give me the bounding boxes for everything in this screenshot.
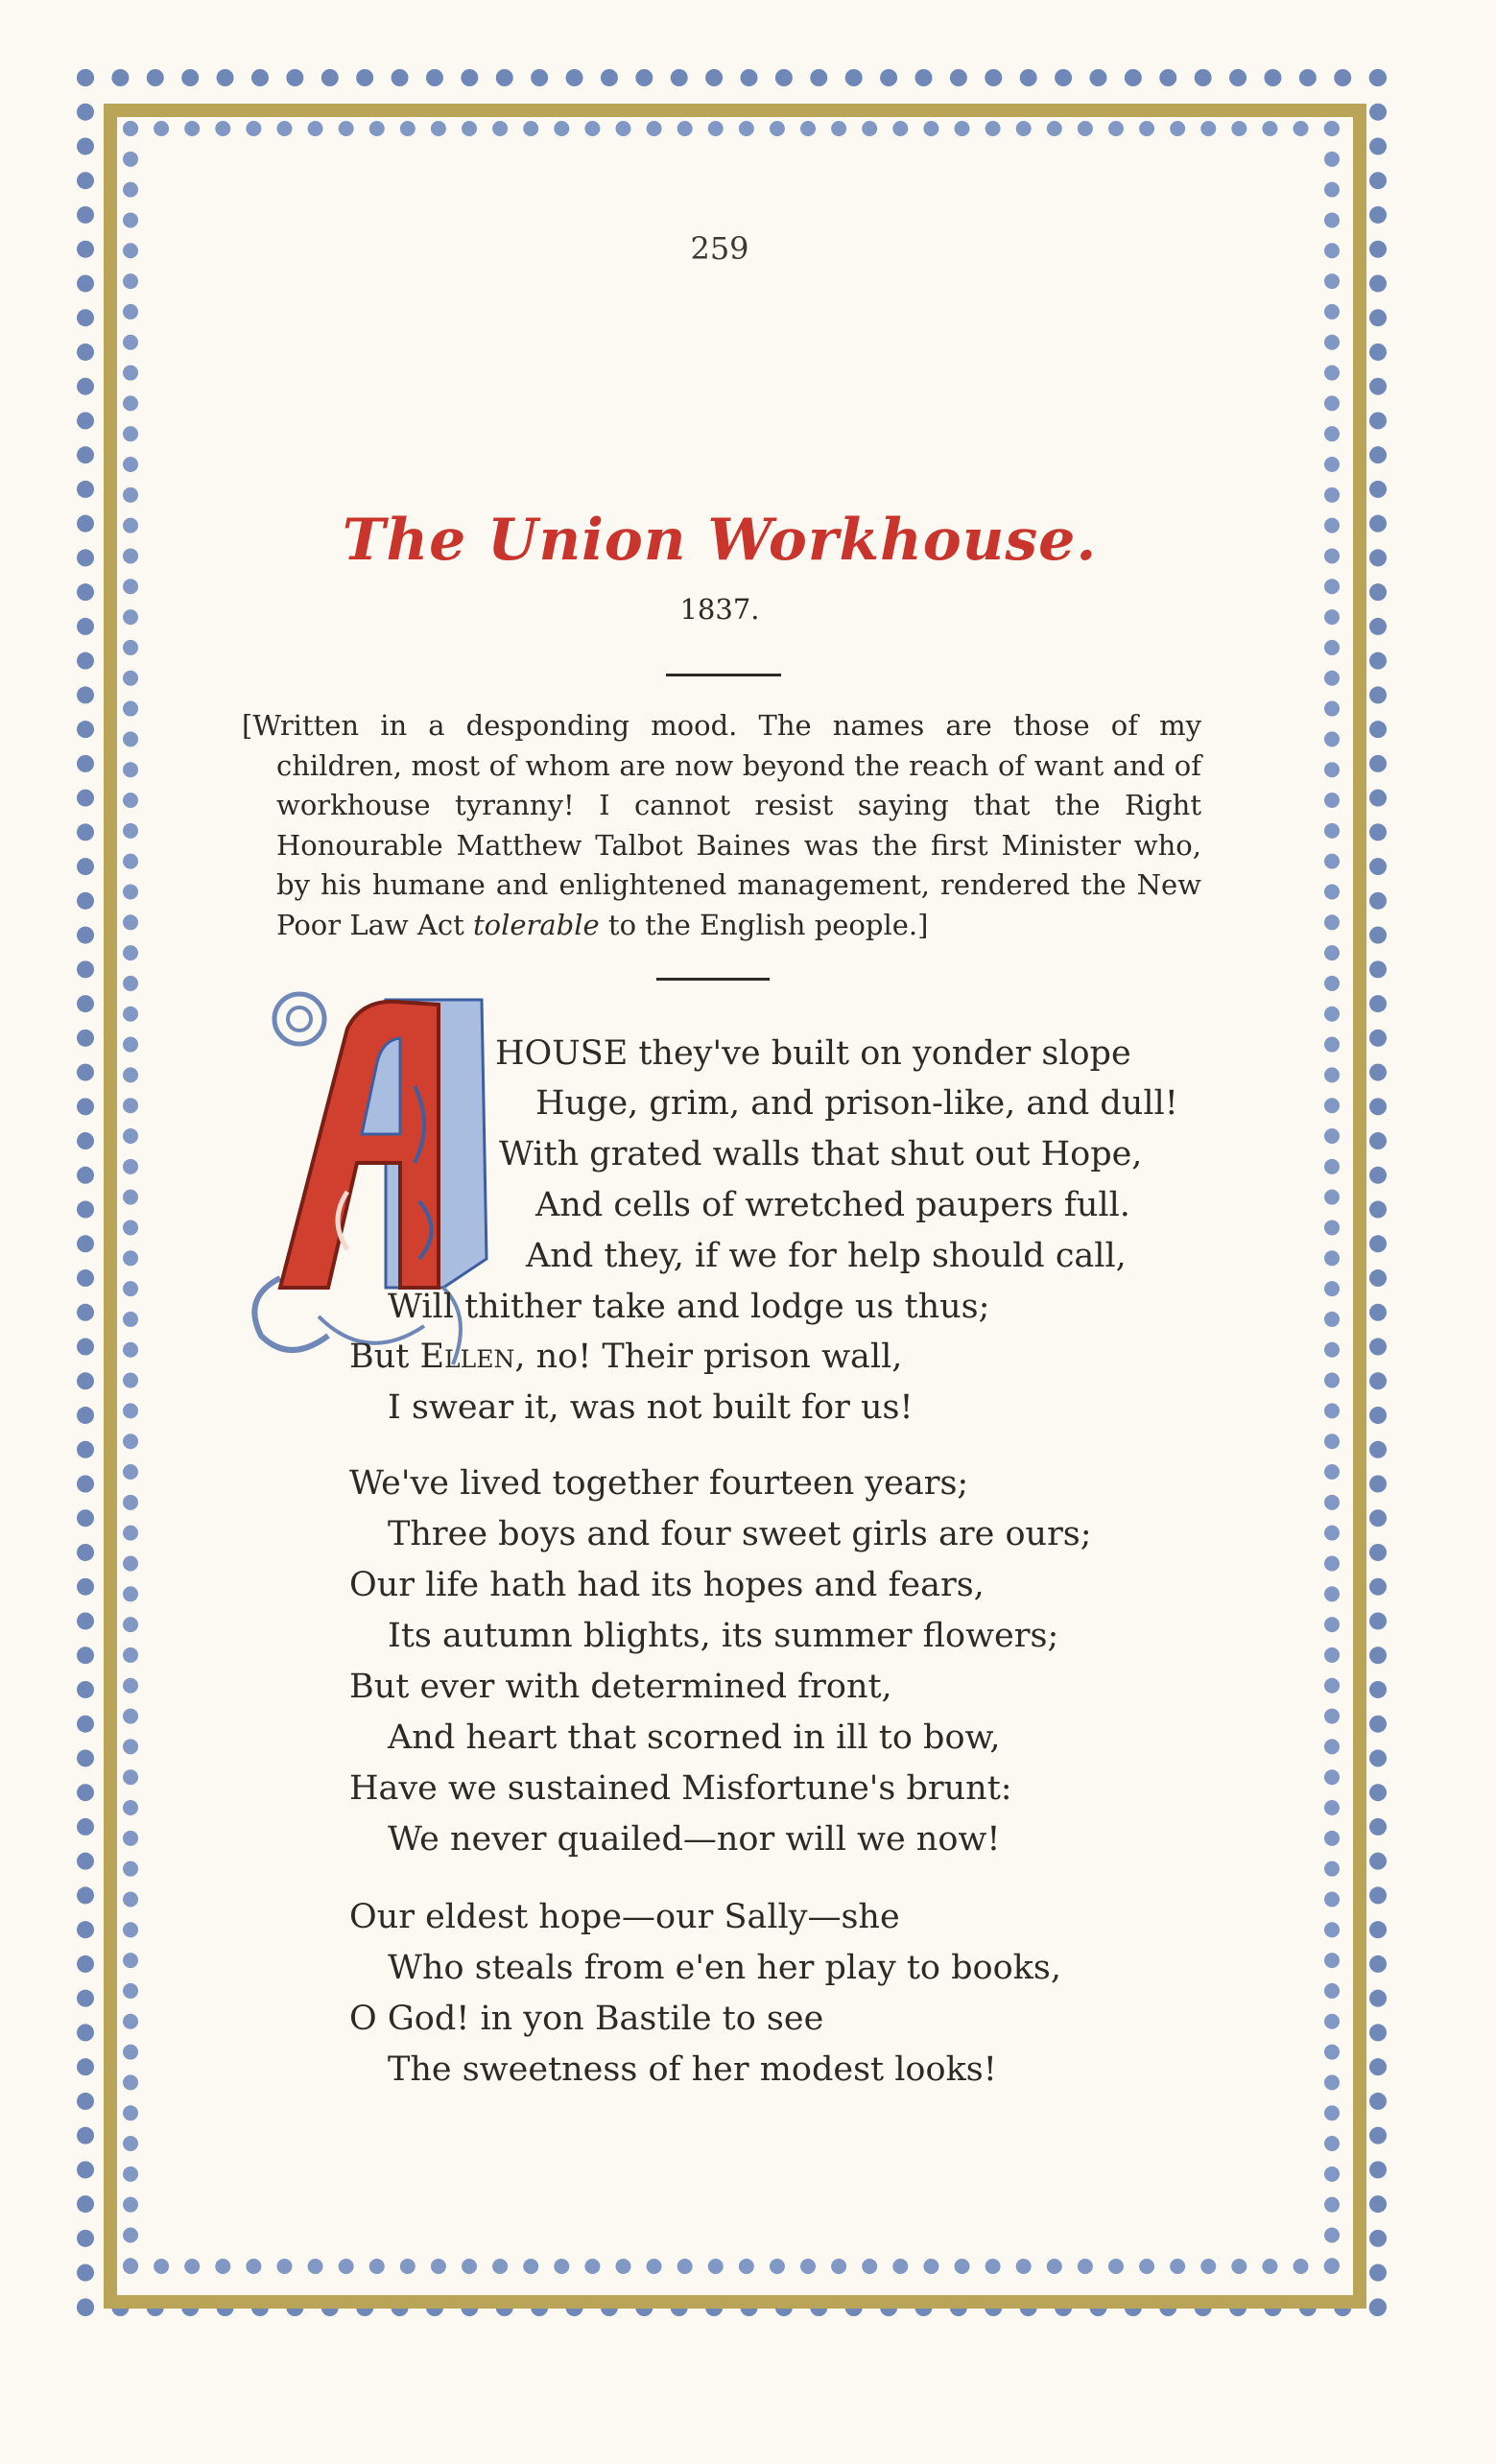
poem-line: And heart that scorned in ill to bow, [388,1718,1001,1757]
page-number: 259 [690,230,749,267]
poem-line: Who steals from e'en her play to books, [388,1949,1061,1987]
poem-line: Our eldest hope—our Sally—she [349,1898,900,1936]
poem-line: Will thither take and lodge us thus; [388,1288,990,1326]
divider-rule [666,674,781,676]
poem-line: O God! in yon Bastile to see [349,2000,824,2038]
poem-title: The Union Workhouse. [342,507,1098,574]
poem-line: Our life hath had its hopes and fears, [349,1566,985,1604]
poem-year: 1837. [679,593,760,626]
poem-line: HOUSE they've built on yonder slope [495,1034,1131,1073]
note-emphasis: tolerable [472,908,600,941]
poem-line: Huge, grim, and prison-like, and dull! [535,1084,1178,1123]
poem-line: Have we sustained Misfortune's brunt: [349,1769,1012,1808]
poem-line: With grated walls that shut out Hope, [499,1135,1143,1173]
poem-line: The sweetness of her modest looks! [388,2050,997,2089]
name-ellen: Ellen [419,1338,515,1376]
poem-line: And they, if we for help should call, [526,1237,1127,1275]
divider-rule [656,978,770,981]
poem-line: We've lived together fourteen years; [349,1464,969,1503]
poem-line: Its autumn blights, its summer flowers; [388,1617,1059,1655]
author-note [242,706,1201,945]
poem-line: I swear it, was not built for us! [388,1388,914,1427]
poem-line: But ever with determined front, [349,1668,892,1706]
author-note-text: [Written in a desponding mood. The names are those of my children, most of whom are now beyond the reach of want and of workhouse tyranny! I cannot resist saying that the Right Honourable Matthew Talbot Baines was the first Minister who, by his humane and enlightened management, rendered the New Poor Law Act tolerable to the English people.] [242,709,1201,941]
poem-line: Three boys and four sweet girls are ours; [388,1515,1092,1553]
poem-line: And cells of wretched paupers full. [535,1186,1130,1224]
poem-line: We never quailed—nor will we now! [388,1820,1001,1859]
illuminated-initial-a-icon [242,971,501,1393]
poem-line: But Ellen, no! Their prison wall, [349,1338,903,1376]
